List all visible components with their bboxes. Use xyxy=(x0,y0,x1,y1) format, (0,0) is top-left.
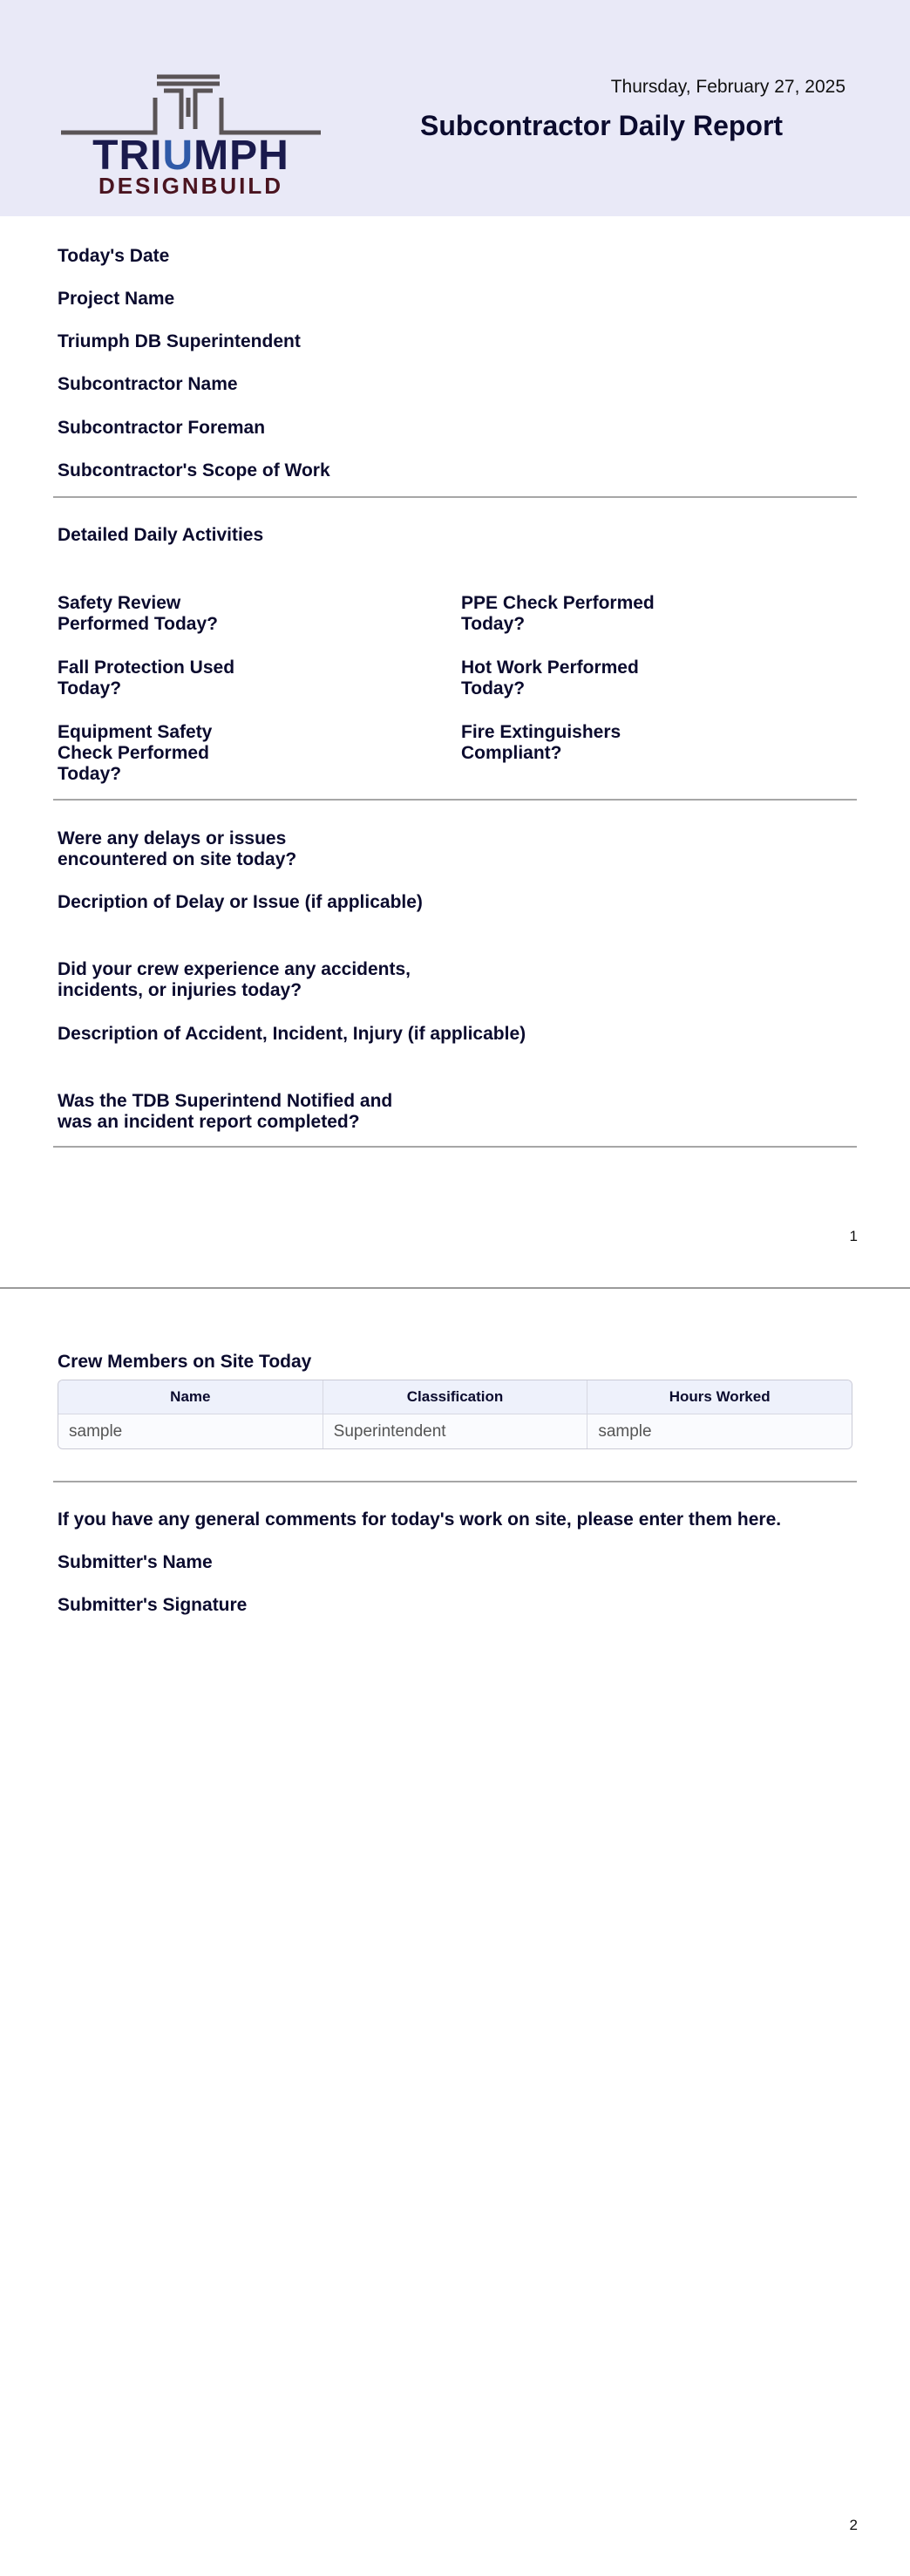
section-divider xyxy=(53,496,857,498)
delay-description-label: Decription of Delay or Issue (if applicable) xyxy=(58,892,423,912)
hot-work-label: Hot Work Performed Today? xyxy=(461,658,639,699)
page-1 xyxy=(0,0,910,1287)
accident-description-label: Description of Accident, Incident, Injury (if applicable) xyxy=(58,1024,526,1044)
detailed-daily-activities-label: Detailed Daily Activities xyxy=(58,525,264,545)
cell-classification: Superintendent xyxy=(323,1414,587,1448)
page-break xyxy=(0,1287,910,1289)
general-comments-label: If you have any general comments for today's work on site, please enter them here. xyxy=(58,1509,782,1530)
fire-extinguishers-label: Fire Extinguishers Compliant? xyxy=(461,722,621,763)
column-header-name: Name xyxy=(170,1388,211,1405)
crew-table-header xyxy=(58,1380,852,1414)
page-number: 1 xyxy=(849,1228,858,1244)
todays-date-label: Today's Date xyxy=(58,246,170,266)
table-row xyxy=(58,1414,852,1448)
ppe-check-label: PPE Check Performed Today? xyxy=(461,593,655,634)
section-divider xyxy=(53,1481,857,1482)
section-divider xyxy=(53,1146,857,1148)
report-header xyxy=(0,0,910,216)
column-header-hours-worked: Hours Worked xyxy=(587,1380,852,1414)
safety-review-label: Safety Review Performed Today? xyxy=(58,593,218,634)
scope-of-work-label: Subcontractor's Scope of Work xyxy=(58,460,330,480)
submitter-signature-label: Submitter's Signature xyxy=(58,1595,248,1615)
svg-text:DESIGNBUILD: DESIGNBUILD xyxy=(98,173,284,197)
equipment-safety-label: Equipment Safety Check Performed Today? xyxy=(58,722,213,784)
cell-name: sample xyxy=(69,1421,123,1441)
subcontractor-foreman-label: Subcontractor Foreman xyxy=(58,418,266,438)
svg-text:TRIUMPH: TRIUMPH xyxy=(92,133,289,179)
accidents-question-label: Did your crew experience any accidents, incidents, or injuries today? xyxy=(58,959,411,1000)
section-divider xyxy=(53,799,857,801)
page-number: 2 xyxy=(849,2517,858,2533)
submitter-name-label: Submitter's Name xyxy=(58,1552,213,1572)
triumph-designbuild-logo xyxy=(58,72,324,197)
notified-question-label: Was the TDB Superintend Notified and was an incident report completed? xyxy=(58,1091,393,1132)
report-title: Subcontractor Daily Report xyxy=(420,110,784,141)
delays-question-label: Were any delays or issues encountered on site today? xyxy=(58,828,297,869)
superintendent-label: Triumph DB Superintendent xyxy=(58,331,301,351)
crew-table xyxy=(58,1380,852,1449)
cell-hours-worked: sample xyxy=(587,1414,852,1448)
project-name-label: Project Name xyxy=(58,289,175,309)
crew-table-title: Crew Members on Site Today xyxy=(58,1352,312,1372)
report-date: Thursday, February 27, 2025 xyxy=(610,77,845,97)
subcontractor-name-label: Subcontractor Name xyxy=(58,374,238,394)
fall-protection-label: Fall Protection Used Today? xyxy=(58,658,235,699)
column-header-classification: Classification xyxy=(323,1380,587,1414)
